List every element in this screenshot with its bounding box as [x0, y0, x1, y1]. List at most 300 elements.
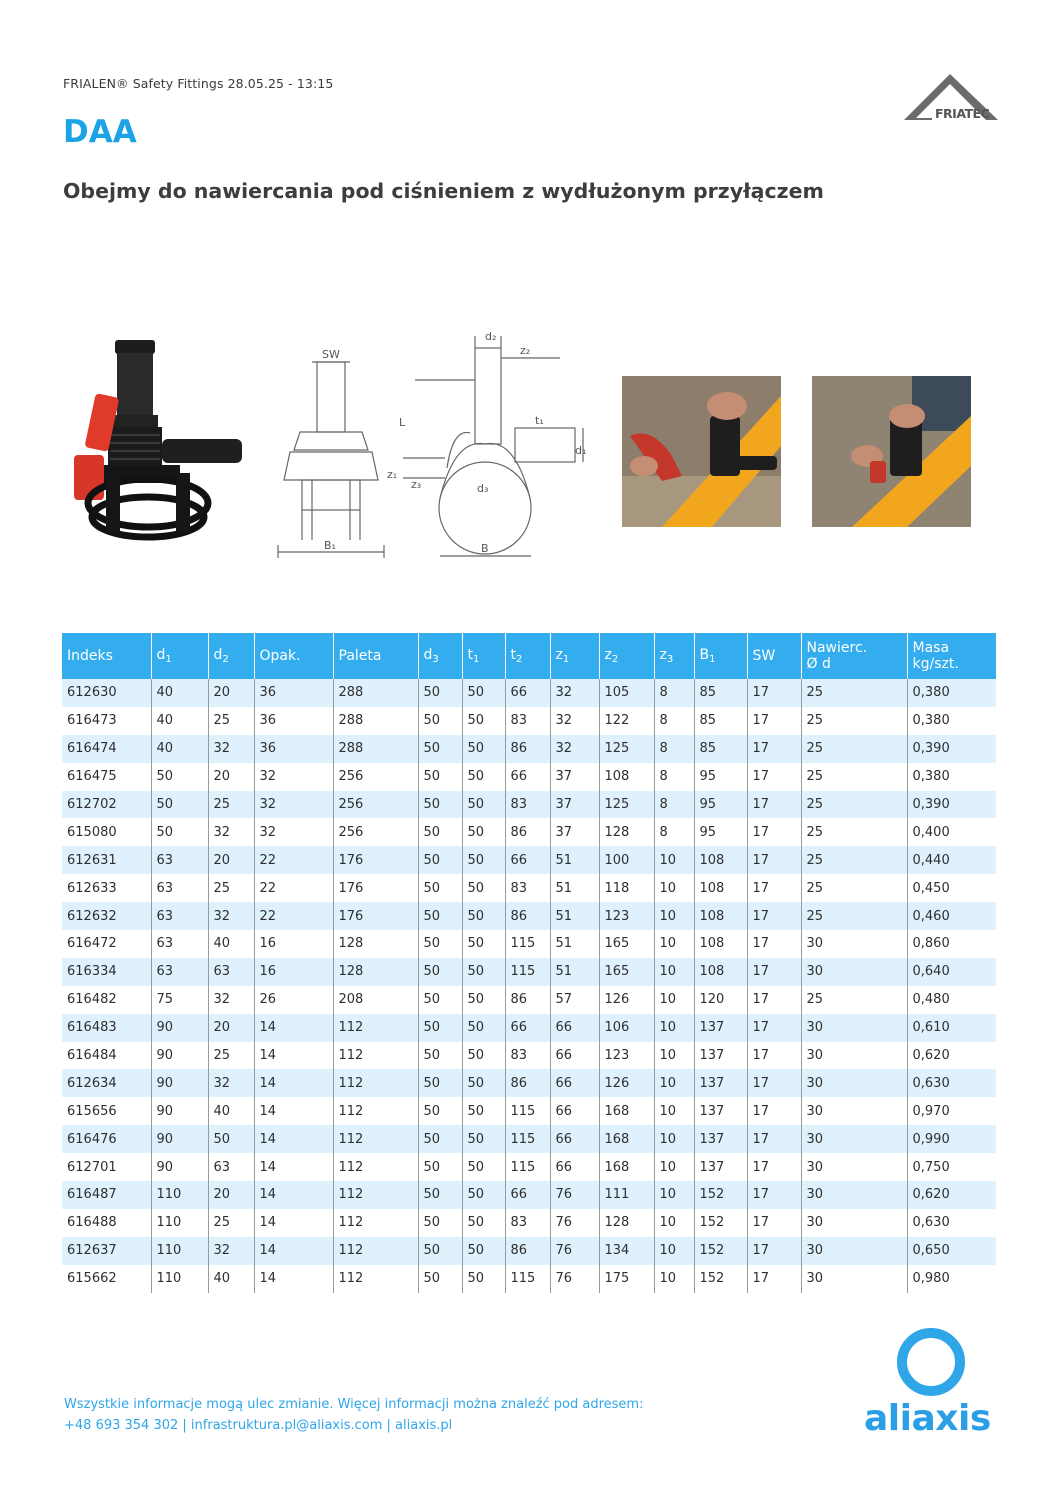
column-header-label-line2: Ø d [806, 656, 831, 672]
table-cell: 86 [505, 902, 550, 930]
table-cell: 20 [208, 1181, 254, 1209]
drawing-label-sw: SW [322, 348, 340, 361]
table-cell: 30 [801, 1042, 907, 1070]
table-cell: 30 [801, 1125, 907, 1153]
table-cell: 0,380 [907, 679, 996, 707]
table-cell: 90 [151, 1153, 208, 1181]
table-cell: 50 [462, 1097, 505, 1125]
page-subtitle: Obejmy do nawiercania pod ciśnieniem z wydłużonym przyłączem [63, 179, 824, 203]
column-header-label: Masa [912, 640, 950, 656]
table-cell: 0,620 [907, 1042, 996, 1070]
table-cell: 50 [462, 958, 505, 986]
table-cell: 16 [254, 958, 333, 986]
table-cell: 50 [462, 1125, 505, 1153]
table-cell: 86 [505, 1237, 550, 1265]
column-header-label: SW [752, 648, 776, 664]
table-row [62, 818, 996, 846]
table-cell: 50 [418, 1069, 462, 1097]
table-cell: 137 [694, 1069, 747, 1097]
table-cell: 66 [505, 679, 550, 707]
table-cell: 50 [418, 846, 462, 874]
table-cell: 10 [654, 874, 694, 902]
table-row [62, 791, 996, 819]
table-cell: 256 [333, 763, 418, 791]
column-header-subscript: 2 [516, 654, 523, 665]
table-cell: 105 [599, 679, 654, 707]
table-cell: 110 [151, 1209, 208, 1237]
table-cell: 10 [654, 1042, 694, 1070]
table-cell: 37 [550, 763, 599, 791]
column-header [505, 633, 550, 679]
table-cell: 112 [333, 1125, 418, 1153]
table-cell: 125 [599, 735, 654, 763]
table-cell: 0,450 [907, 874, 996, 902]
table-cell: 90 [151, 1014, 208, 1042]
table-header-row [62, 633, 996, 679]
table-cell: 40 [208, 1265, 254, 1293]
table-cell: 22 [254, 846, 333, 874]
table-cell: 25 [801, 902, 907, 930]
table-cell: 36 [254, 735, 333, 763]
table-cell: 25 [801, 818, 907, 846]
table-cell: 10 [654, 902, 694, 930]
table-cell: 17 [747, 1125, 801, 1153]
table-cell: 50 [462, 930, 505, 958]
table-cell: 0,750 [907, 1153, 996, 1181]
table-cell: 83 [505, 1042, 550, 1070]
table-cell: 126 [599, 1069, 654, 1097]
table-cell: 95 [694, 763, 747, 791]
table-cell: 32 [254, 763, 333, 791]
table-cell: 50 [418, 679, 462, 707]
table-cell: 110 [151, 1237, 208, 1265]
table-cell: 152 [694, 1265, 747, 1293]
table-cell: 83 [505, 707, 550, 735]
column-header [62, 633, 151, 679]
table-cell: 152 [694, 1181, 747, 1209]
table-cell: 32 [208, 1237, 254, 1265]
table-cell: 17 [747, 1181, 801, 1209]
table-cell: 25 [801, 763, 907, 791]
column-header [747, 633, 801, 679]
table-cell: 50 [418, 986, 462, 1014]
table-cell: 168 [599, 1125, 654, 1153]
technical-drawing-side [385, 328, 595, 564]
column-header [550, 633, 599, 679]
table-cell: 14 [254, 1042, 333, 1070]
table-cell: 122 [599, 707, 654, 735]
table-cell: 110 [151, 1265, 208, 1293]
table-cell: 616334 [62, 958, 151, 986]
table-cell: 137 [694, 1153, 747, 1181]
table-cell: 0,620 [907, 1181, 996, 1209]
drawing-label-z2: z₂ [520, 344, 531, 357]
table-cell: 50 [418, 958, 462, 986]
table-cell: 0,640 [907, 958, 996, 986]
column-header-subscript: 1 [165, 654, 172, 665]
table-cell: 10 [654, 1125, 694, 1153]
footer-contact: +48 693 354 302 | infrastruktura.pl@aliaxis.com | aliaxis.pl [64, 1418, 453, 1433]
table-cell: 17 [747, 1237, 801, 1265]
table-cell: 50 [418, 1209, 462, 1237]
table-cell: 85 [694, 707, 747, 735]
table-cell: 51 [550, 930, 599, 958]
table-cell: 0,390 [907, 791, 996, 819]
column-header [418, 633, 462, 679]
table-cell: 50 [418, 1181, 462, 1209]
table-cell: 30 [801, 1153, 907, 1181]
column-header-label-line2: kg/szt. [912, 656, 959, 672]
table-cell: 76 [550, 1181, 599, 1209]
drawing-label-d1: d₁ [575, 444, 587, 457]
table-cell: 10 [654, 986, 694, 1014]
column-header-subscript: 1 [473, 654, 480, 665]
table-cell: 616482 [67, 992, 117, 1008]
column-header-label: d [213, 647, 223, 663]
table-cell: 165 [599, 958, 654, 986]
table-row [62, 1237, 996, 1265]
table-cell: 50 [462, 791, 505, 819]
table-cell: 20 [208, 846, 254, 874]
table-cell: 0,460 [907, 902, 996, 930]
table-cell: 50 [418, 1153, 462, 1181]
table-cell: 66 [550, 1014, 599, 1042]
table-cell: 17 [747, 735, 801, 763]
table-cell: 50 [208, 1125, 254, 1153]
column-header [254, 633, 333, 679]
table-cell: 50 [462, 1209, 505, 1237]
table-cell: 0,380 [907, 763, 996, 791]
table-cell: 50 [418, 1265, 462, 1293]
table-cell: 17 [747, 1209, 801, 1237]
table-cell: 208 [333, 986, 418, 1014]
table-cell: 50 [462, 818, 505, 846]
table-cell: 51 [550, 874, 599, 902]
table-cell: 0,630 [907, 1069, 996, 1097]
table-cell: 32 [254, 791, 333, 819]
table-row [62, 1014, 996, 1042]
table-cell: 115 [505, 1125, 550, 1153]
drawing-label-l: L [399, 416, 406, 429]
table-cell: 50 [462, 902, 505, 930]
table-cell: 32 [550, 679, 599, 707]
table-cell: 17 [747, 791, 801, 819]
table-cell: 66 [550, 1042, 599, 1070]
table-cell: 10 [654, 1237, 694, 1265]
table-cell: 32 [208, 735, 254, 763]
table-cell: 123 [599, 902, 654, 930]
table-cell: 25 [208, 1209, 254, 1237]
table-cell: 50 [462, 763, 505, 791]
table-cell: 86 [505, 818, 550, 846]
table-cell: 32 [208, 818, 254, 846]
column-header [208, 633, 254, 679]
table-cell: 32 [550, 707, 599, 735]
table-cell: 30 [801, 1181, 907, 1209]
table-cell: 50 [462, 1042, 505, 1070]
drawing-label-d2: d₂ [485, 330, 497, 343]
table-cell: 10 [654, 1069, 694, 1097]
table-cell: 8 [654, 707, 694, 735]
table-cell: 10 [654, 958, 694, 986]
table-cell: 63 [208, 1153, 254, 1181]
table-cell: 50 [151, 763, 208, 791]
table-cell: 32 [550, 735, 599, 763]
table-cell: 115 [505, 930, 550, 958]
table-cell: 0,860 [907, 930, 996, 958]
table-cell: 50 [418, 874, 462, 902]
column-header-subscript: 1 [562, 654, 570, 665]
table-cell: 50 [462, 1265, 505, 1293]
table-cell: 112 [333, 1097, 418, 1125]
column-header-label: t [467, 647, 473, 663]
table-cell: 17 [747, 679, 801, 707]
table-cell: 137 [694, 1125, 747, 1153]
installation-photo-1 [622, 376, 781, 527]
table-cell: 50 [462, 735, 505, 763]
table-row [62, 1265, 996, 1293]
table-cell: 108 [694, 958, 747, 986]
table-cell: 616475 [67, 769, 117, 785]
table-cell: 612633 [67, 880, 117, 896]
table-cell: 616487 [62, 1181, 151, 1209]
table-cell: 66 [505, 1014, 550, 1042]
table-cell: 17 [747, 1265, 801, 1293]
table-cell: 76 [550, 1209, 599, 1237]
column-header-subscript: 2 [611, 654, 619, 665]
table-cell: 108 [694, 930, 747, 958]
table-cell: 14 [254, 1069, 333, 1097]
table-cell: 50 [462, 874, 505, 902]
table-cell: 165 [599, 930, 654, 958]
table-cell: 90 [151, 1125, 208, 1153]
table-cell: 108 [694, 846, 747, 874]
table-cell: 83 [505, 1209, 550, 1237]
product-table [62, 633, 996, 1293]
table-cell: 110 [151, 1181, 208, 1209]
aliaxis-logo-text: aliaxis [864, 1398, 991, 1439]
table-row [62, 986, 996, 1014]
table-cell: 10 [654, 1181, 694, 1209]
table-row [62, 1153, 996, 1181]
table-cell: 137 [694, 1097, 747, 1125]
table-cell: 37 [550, 818, 599, 846]
column-header-label: d [156, 647, 166, 663]
table-cell: 14 [254, 1237, 333, 1265]
table-cell: 112 [333, 1069, 418, 1097]
table-cell: 50 [418, 930, 462, 958]
table-cell: 63 [151, 902, 208, 930]
table-cell: 63 [151, 874, 208, 902]
table-cell: 50 [418, 1014, 462, 1042]
table-cell: 615662 [67, 1271, 117, 1287]
table-cell: 176 [333, 902, 418, 930]
table-cell: 40 [208, 1097, 254, 1125]
table-cell: 90 [151, 1042, 208, 1070]
table-row [62, 735, 996, 763]
table-cell: 66 [505, 1181, 550, 1209]
table-cell: 36 [254, 707, 333, 735]
table-cell: 50 [418, 1125, 462, 1153]
table-cell: 176 [333, 874, 418, 902]
table-cell: 32 [208, 1069, 254, 1097]
table-cell: 168 [599, 1097, 654, 1125]
table-cell: 100 [599, 846, 654, 874]
table-cell: 32 [208, 986, 254, 1014]
table-row [62, 846, 996, 874]
technical-drawing-front [272, 340, 392, 562]
table-cell: 0,380 [907, 707, 996, 735]
table-cell: 126 [599, 986, 654, 1014]
table-cell: 76 [550, 1237, 599, 1265]
column-header [333, 633, 418, 679]
drawing-label-z1: z₁ [387, 468, 398, 481]
table-cell: 616484 [67, 1048, 117, 1064]
table-cell: 36 [254, 679, 333, 707]
drawing-label-z3: z₃ [411, 478, 422, 491]
table-cell: 40 [151, 735, 208, 763]
table-row [62, 1181, 996, 1209]
table-cell: 616476 [62, 1125, 151, 1153]
table-cell: 50 [418, 1097, 462, 1125]
table-cell: 30 [801, 1209, 907, 1237]
table-cell: 50 [462, 1237, 505, 1265]
table-cell: 30 [801, 1097, 907, 1125]
table-cell: 288 [333, 679, 418, 707]
product-image [70, 335, 255, 560]
table-cell: 51 [550, 902, 599, 930]
table-cell: 17 [747, 958, 801, 986]
table-cell: 50 [418, 902, 462, 930]
table-cell: 40 [208, 930, 254, 958]
table-cell: 17 [747, 1069, 801, 1097]
table-cell: 63 [151, 930, 208, 958]
table-cell: 10 [654, 1014, 694, 1042]
column-header-label: Paleta [338, 648, 382, 664]
table-cell: 115 [505, 958, 550, 986]
aliaxis-logo-icon [895, 1326, 967, 1398]
table-cell: 75 [151, 986, 208, 1014]
table-cell: 108 [599, 763, 654, 791]
table-cell: 615080 [67, 824, 117, 840]
table-cell: 30 [801, 1265, 907, 1293]
table-cell: 22 [254, 874, 333, 902]
table-cell: 14 [254, 1097, 333, 1125]
table-cell: 612702 [62, 791, 151, 819]
table-cell: 63 [151, 846, 208, 874]
column-header [599, 633, 654, 679]
table-cell: 152 [694, 1237, 747, 1265]
drawing-label-d3: d₃ [477, 482, 489, 495]
table-cell: 612701 [67, 1159, 117, 1175]
table-cell: 14 [254, 1014, 333, 1042]
column-header-label: Indeks [67, 648, 113, 664]
table-cell: 108 [694, 902, 747, 930]
table-row [62, 1209, 996, 1237]
table-cell: 128 [333, 930, 418, 958]
table-cell: 125 [599, 791, 654, 819]
table-cell: 112 [333, 1265, 418, 1293]
table-cell: 50 [418, 791, 462, 819]
column-header-label: z [604, 647, 612, 663]
table-cell: 50 [462, 1153, 505, 1181]
table-cell: 0,610 [907, 1014, 996, 1042]
table-cell: 112 [333, 1042, 418, 1070]
page-title: DAA [63, 114, 137, 150]
table-cell: 10 [654, 1153, 694, 1181]
table-cell: 616474 [62, 735, 151, 763]
table-cell: 137 [694, 1014, 747, 1042]
table-cell: 8 [654, 679, 694, 707]
header-line: FRIALEN® Safety Fittings 28.05.25 - 13:15 [63, 76, 334, 91]
table-cell: 616488 [67, 1215, 117, 1231]
table-cell: 25 [801, 735, 907, 763]
column-header [694, 633, 747, 679]
column-header [907, 633, 996, 679]
table-cell: 256 [333, 818, 418, 846]
table-cell: 51 [550, 846, 599, 874]
table-cell: 118 [599, 874, 654, 902]
table-cell: 112 [333, 1209, 418, 1237]
table-cell: 616473 [67, 713, 117, 729]
table-cell: 10 [654, 1209, 694, 1237]
table-cell: 30 [801, 1014, 907, 1042]
table-cell: 50 [462, 986, 505, 1014]
table-cell: 137 [694, 1042, 747, 1070]
table-cell: 17 [747, 930, 801, 958]
table-cell: 30 [801, 930, 907, 958]
column-header-subscript: 1 [709, 654, 716, 665]
table-cell: 25 [801, 986, 907, 1014]
table-cell: 10 [654, 1097, 694, 1125]
table-cell: 115 [505, 1097, 550, 1125]
table-cell: 128 [333, 958, 418, 986]
table-cell: 51 [550, 958, 599, 986]
table-cell: 66 [505, 846, 550, 874]
table-cell: 616483 [62, 1014, 151, 1042]
table-cell: 25 [801, 707, 907, 735]
table-cell: 95 [694, 818, 747, 846]
table-cell: 115 [505, 1265, 550, 1293]
table-cell: 50 [462, 1069, 505, 1097]
table-cell: 25 [208, 791, 254, 819]
column-header-label: z [659, 647, 667, 663]
column-header [151, 633, 208, 679]
column-header-label: t [510, 647, 516, 663]
table-cell: 22 [254, 902, 333, 930]
column-header-label: d [423, 647, 433, 663]
table-cell: 288 [333, 735, 418, 763]
table-cell: 86 [505, 735, 550, 763]
table-row [62, 1042, 996, 1070]
table-cell: 50 [151, 791, 208, 819]
table-row [62, 1069, 996, 1097]
table-cell: 20 [208, 763, 254, 791]
table-cell: 57 [550, 986, 599, 1014]
table-cell: 108 [694, 874, 747, 902]
table-cell: 0,440 [907, 846, 996, 874]
drawing-label-b1: B₁ [324, 539, 336, 552]
table-cell: 0,400 [907, 818, 996, 846]
table-cell: 128 [599, 818, 654, 846]
table-cell: 128 [599, 1209, 654, 1237]
table-cell: 615656 [67, 1103, 117, 1119]
table-cell: 17 [747, 1042, 801, 1070]
column-header-label: B [699, 647, 710, 663]
table-cell: 0,980 [907, 1265, 996, 1293]
table-row [62, 763, 996, 791]
column-header [462, 633, 505, 679]
